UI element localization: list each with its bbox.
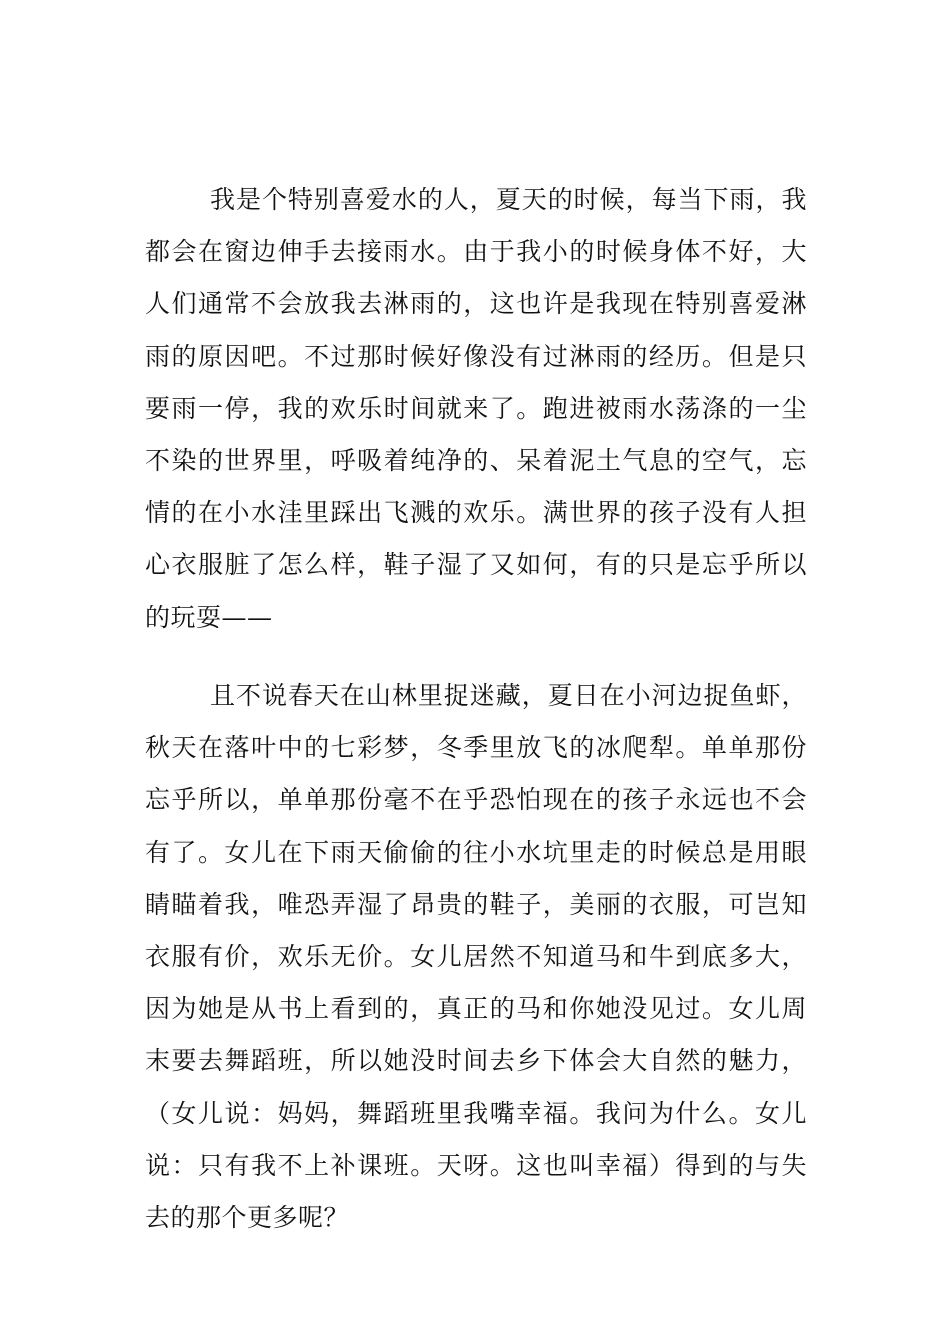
paragraph-2: 且不说春天在山林里捉迷藏，夏日在小河边捉鱼虾，秋天在落叶中的七彩梦，冬季里放飞的冰爬犁。单单那份忘乎所以，单单那份毫不在乎恐怕现在的孩子永远也不会有了。女儿在下雨天偷偷的往小水坑里走的时候总是用眼睛瞄着我，唯恐弄湿了昂贵的鞋子，美丽的衣服，可岂知衣服有价，欢乐无价。女儿居然不知道马和牛到底多大，因为她是从书上看到的，真正的马和你她没见过。女儿周末要去舞蹈班，所以她没时间去乡下体会大自然的魅力，（女儿说：妈妈，舞蹈班里我嘴幸福。我问为什么。女儿说：只有我不上补课班。天呀。这也叫幸福）得到的与失去的那个更多呢？ (145, 681, 807, 1233)
paragraph-1: 我是个特别喜爱水的人，夏天的时候，每当下雨，我都会在窗边伸手去接雨水。由于我小的时候身体不好，大人们通常不会放我去淋雨的，这也许是我现在特别喜爱淋雨的原因吧。不过那时候好像没有过淋雨的经历。但是只要雨一停，我的欢乐时间就来了。跑进被雨水荡涤的一尘不染的世界里，呼吸着纯净的、呆着泥土气息的空气，忘情的在小水洼里踩出飞溅的欢乐。满世界的孩子没有人担心衣服脏了怎么样，鞋子湿了又如何，有的只是忘乎所以的玩耍—— (145, 185, 807, 632)
